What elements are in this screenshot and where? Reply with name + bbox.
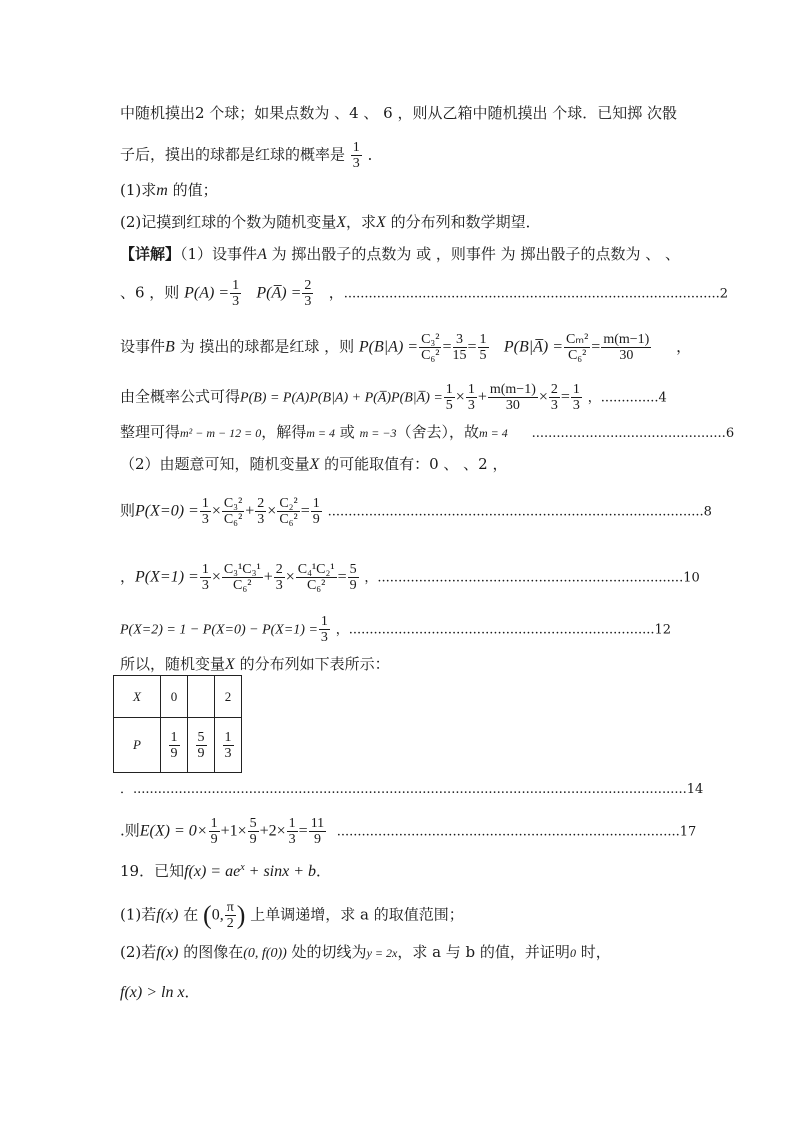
problem-text-line-2 bbox=[120, 140, 383, 171]
solution-line-1: 【详解】（1）设事件A 为 掷出骰子的点数为 或 ，则事件 为 掷出骰子的点数为 、 、 bbox=[120, 245, 680, 263]
fraction: $\frac{1}{3}$ bbox=[352, 140, 360, 171]
table-cell: X bbox=[114, 676, 161, 718]
problem-19-q1: (1)若f(x) 在 (0, $\frac{\pi}{2}$ ) 上单调递增，求 a 的取值范围； bbox=[120, 900, 464, 931]
solution-line-4: 由全概率公式可得P(B) = P(A)P(B|A) + P(A̅)P(B|A̅) = $\frac{1}{5}$ × $\frac{1}{3}$ + $\frac{m(m-1)}{30}$ × $\frac{2}{3}$ = $\frac{1}{3}$ ，..............4 bbox=[120, 382, 667, 413]
table-cell: $\frac{1}{9}$ bbox=[161, 718, 188, 773]
solution-line-8: ，P(X=1) = $\frac{1}{3}$ × $\frac{\text{C₃¹C₃¹}}{\text{C₆²}}$ + $\frac{2}{3}$ × $\frac{\text{C₄¹C₂¹}}{\text{C₆²}}$ = $\frac{5}{9}$ ，..........................................................................10 bbox=[120, 562, 700, 593]
question-1: (1)求m 的值； bbox=[120, 181, 218, 199]
solution-line-6: （2）由题意可知，随机变量X 的可能取值有：0 、 、2 ， bbox=[120, 455, 508, 473]
table-row bbox=[114, 718, 242, 773]
solution-line-10: 所以，随机变量X 的分布列如下表所示： bbox=[120, 655, 390, 673]
solution-line-3: 设事件B 为 摸出的球都是红球 ，则 P(B|A) = $\frac{\text{C₃²}}{\text{C₆²}}$ = $\frac{3}{15}$ = $\frac{1}{5}$ P(B|A̅) = $\frac{\text{Cₘ²}}{\text{C₆²}}$ = $\frac{m(m-1)}{30}$ ， bbox=[120, 332, 692, 363]
table-cell: $\frac{1}{3}$ bbox=[215, 718, 242, 773]
table-row bbox=[114, 676, 242, 718]
expectation-line: .则E(X) = 0× $\frac{1}{9}$ +1× $\frac{5}{9}$ +2× $\frac{1}{3}$ = $\frac{11}{9}$ ...................................................................................17 bbox=[120, 816, 697, 847]
solution-line-7: 则P(X=0) = $\frac{1}{3}$ × $\frac{\text{C₃²}}{\text{C₆²}}$ + $\frac{2}{3}$ × $\frac{\text{C₂²}}{\text{C₆²}}$ = $\frac{1}{9}$ ...........................................................................................8 bbox=[120, 496, 712, 527]
table-cell: P bbox=[114, 718, 161, 773]
table-cell: $\frac{5}{9}$ bbox=[188, 718, 215, 773]
table-cell bbox=[188, 676, 215, 718]
table-cell: 0 bbox=[161, 676, 188, 718]
solution-line-5: 整理可得m² − m − 12 = 0，解得m = 4 或 m = −3（舍去），故m = 4 ...............................................6 bbox=[120, 423, 735, 441]
solution-line-9: P(X=2) = 1 − P(X=0) − P(X=1) = $\frac{1}{3}$ ，..........................................................................12 bbox=[120, 614, 672, 645]
question-2: (2)记摸到红球的个数为随机变量X，求X 的分布列和数学期望． bbox=[120, 213, 541, 231]
solution-line-2: 、6 ，则 P(A) = $\frac{1}{3}$ P(A̅) = $\frac{2}{3}$ ，...........................................................................................2 bbox=[120, 278, 729, 309]
problem-text-line-1: 中随机摸出2 个球；如果点数为 、4 、 6 ，则从乙箱中随机摸出 个球．已知掷 次骰 bbox=[120, 104, 678, 122]
score-line-14: ．......................................................................................................................................14 bbox=[120, 782, 704, 797]
distribution-table bbox=[113, 675, 242, 773]
text: 子后，摸出的球都是红球的概率是 bbox=[120, 145, 346, 164]
problem-19-inequality: f(x) > ln x． bbox=[120, 983, 200, 1001]
table-cell: 2 bbox=[215, 676, 242, 718]
problem-19-q2: (2)若f(x) 的图像在(0, f(0)) 处的切线为y = 2x，求 a 与 b 的值，并证明0 时， bbox=[120, 943, 611, 961]
text: ． bbox=[367, 145, 383, 164]
problem-19-title: 19．已知$f(x) = ae^x + \sin x + b$． bbox=[120, 862, 332, 880]
